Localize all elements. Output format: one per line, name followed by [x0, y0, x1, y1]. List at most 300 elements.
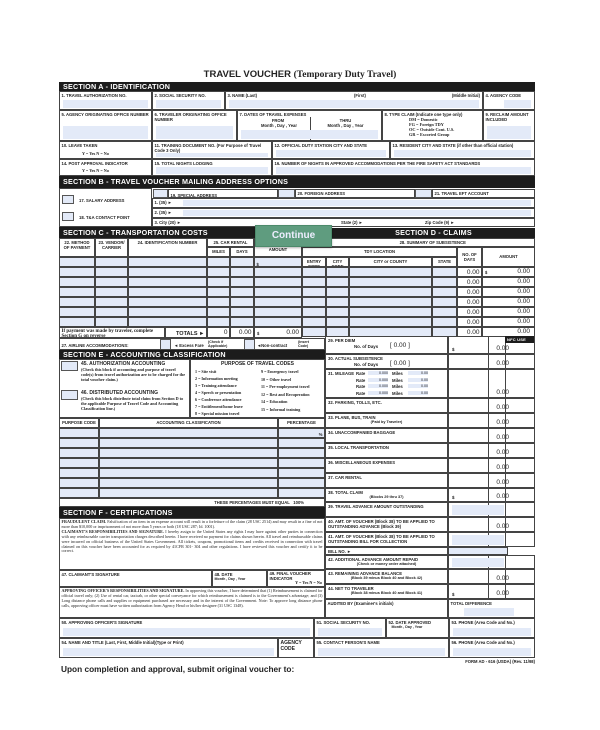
rate-value[interactable]: 0.000	[368, 391, 388, 395]
claim-line-amount[interactable]	[448, 555, 535, 569]
transport-cell[interactable]	[254, 267, 302, 277]
accounting-options: 45. AUTHORIZATION ACCOUNTING (Check this block if accounting and purpose of travel code(s) from travel authorization are to be charged for the total voucher claim.) 46. DISTRIBUTED ACCOUNTING (Check this block distribute total claim from Section D to the applicable Purpose of Travel Code and Accounting Classification line.)	[59, 359, 190, 418]
final-voucher-indicator[interactable]: 49. FINAL VOUCHER INDICATOR Y = Yes N = No	[267, 570, 325, 587]
special-address-label: 19. SPECIAL ADDRESS	[168, 189, 278, 198]
transport-cell[interactable]	[207, 317, 230, 327]
col-accounting-classification: ACCOUNTING CLASSIFICATION	[99, 418, 278, 428]
transport-cell[interactable]	[230, 307, 254, 317]
subsistence-cell[interactable]	[326, 277, 349, 287]
subsistence-amount-value: 0.00	[517, 278, 530, 286]
rate-label: Rate	[356, 371, 366, 376]
no-of-days-value: 0.00	[457, 317, 482, 327]
transport-cell[interactable]	[230, 257, 254, 267]
claim-line-title: 36. MISCELLANEOUS EXPENSES	[328, 460, 396, 465]
transport-cell[interactable]	[254, 297, 302, 307]
claim-line-label	[325, 428, 448, 443]
purpose-code-item: 1 = Site visit	[195, 369, 217, 374]
accounting-cell[interactable]	[99, 448, 278, 458]
agency-office-number-field[interactable]: 5. AGENCY ORIGINATING OFFICE NUMBER	[59, 110, 152, 141]
mailing-options-left: 17. SALARY ADDRESS 18. T&A CONTACT POINT	[59, 188, 152, 227]
subsistence-amount-value: 0.00	[517, 288, 530, 296]
agency-code-field[interactable]: 4. AGENCY CODE	[483, 91, 535, 110]
rate-value[interactable]: 0.000	[368, 378, 388, 382]
subsistence-cell[interactable]	[432, 297, 457, 307]
claim-line-amount	[448, 443, 535, 458]
transport-cell[interactable]	[254, 307, 302, 317]
claim-line	[325, 555, 535, 569]
subsistence-amount	[482, 307, 535, 317]
subsistence-cell[interactable]	[349, 277, 432, 287]
subsistence-cell[interactable]	[349, 307, 432, 317]
transport-cell[interactable]	[95, 317, 128, 327]
claim-amount-value: 0.00	[496, 449, 509, 456]
foreign-address-checkbox[interactable]	[278, 189, 295, 198]
col-city-code: CITY CODE	[326, 257, 349, 267]
col-identification-number: 24. IDENTIFICATION NUMBER	[128, 238, 207, 257]
transport-cell[interactable]	[95, 307, 128, 317]
section-f-header: SECTION F - CERTIFICATIONS	[59, 507, 325, 518]
approved-nights-field[interactable]: 16. NUMBER OF NIGHTS IN APPROVED ACCOMMODATIONS PER THE FIRE SAFETY ACT STANDARDS	[272, 159, 535, 176]
transport-cell[interactable]	[230, 287, 254, 297]
subsistence-amount	[482, 317, 535, 327]
form-number: FORM AD - 616 (USDA) (Rev. 11/98)	[465, 659, 535, 664]
section-d-header: SECTION D - CLAIMS	[332, 228, 535, 238]
accounting-cell[interactable]	[59, 458, 99, 468]
subsistence-cell[interactable]	[432, 317, 457, 327]
transport-cell[interactable]	[95, 257, 128, 267]
no-of-days-value: 0.00	[457, 277, 482, 287]
claim-amount-value: 0.00	[496, 360, 509, 367]
claim-line-label	[325, 354, 448, 369]
total-miles: 0	[207, 327, 230, 338]
special-address-checkbox[interactable]	[153, 189, 168, 198]
purpose-code-item: 10 = Other travel	[261, 376, 292, 382]
claim-amount-value: 0.00	[496, 419, 509, 426]
approver-ssn-field[interactable]: 51. SOCIAL SECURITY NO.	[314, 618, 386, 638]
purpose-code-item: 8 = Special mission travel	[195, 411, 240, 416]
claim-line-title: 40. AMT. OF VOUCHER (Block 38) TO BE APPLIED TO OUTSTANDING ADVANCE (Block 39)	[328, 519, 435, 529]
claim-date-field[interactable]: 48. DATE Month , Day , Year	[212, 570, 267, 587]
subsistence-cell[interactable]	[349, 287, 432, 297]
claim-amount-value: 0.00	[496, 389, 509, 396]
nfc-use-label: NFC USE	[505, 336, 534, 343]
transport-cell[interactable]	[230, 277, 254, 287]
accounting-cell[interactable]	[99, 438, 278, 448]
miles-value[interactable]: 0.00	[408, 371, 428, 375]
transport-cell[interactable]	[95, 287, 128, 297]
training-document-field[interactable]: 11. TRAINING DOCUMENT NO. (For Purpose of Travel Code 3 Only)	[152, 141, 272, 159]
subsistence-cell[interactable]	[302, 297, 326, 307]
transport-cell[interactable]	[59, 317, 95, 327]
purpose-code-item: 9 = Emergency travel	[261, 369, 299, 374]
type-claim-field[interactable]: 8. TYPE CLAIM (Indicate one type only) DM = Domestic FG = Foreign TDY OC = Outside Cont. U.S. GR = Escorted Group	[382, 110, 483, 141]
subsistence-cell[interactable]	[302, 277, 326, 287]
approving-officer-signature-field[interactable]: 50. APPROVING OFFICER'S SIGNATURE	[59, 618, 314, 638]
subsistence-cell[interactable]	[432, 267, 457, 277]
amount-input[interactable]	[452, 535, 504, 545]
form-title: TRAVEL VOUCHER (Temporary Duty Travel)	[203, 69, 397, 80]
claim-line-sub: No. of Days	[354, 362, 379, 367]
col-vendor-carrier: 23. VENDOR/ CARRIER	[95, 238, 128, 257]
travel-authorization-field[interactable]: 1. TRAVEL AUTHORIZATION NO.	[59, 91, 152, 110]
purpose-code-item: 11 = Pre-employment travel	[261, 384, 310, 390]
claim-amount-value: 0.00	[496, 523, 509, 530]
claim-line-amount	[448, 584, 535, 599]
leave-taken-field[interactable]: 10. LEAVE TAKEN Y = Yes N = No	[59, 141, 152, 159]
rate-value[interactable]: 0.000	[368, 384, 388, 388]
salary-address-checkbox[interactable]	[62, 195, 74, 204]
section-g-note: If payment was made by traveler, complete Section G on reverse	[59, 327, 165, 338]
amount-input[interactable]	[452, 505, 504, 515]
subsistence-cell[interactable]	[349, 297, 432, 307]
section-a-header: SECTION A - IDENTIFICATION	[59, 82, 535, 91]
total-amount: $ 0.00	[254, 327, 302, 338]
accounting-cell[interactable]	[59, 448, 99, 458]
claim-line-title: 41. AMT. OF VOUCHER (Block 38) TO BE APPLIED TO OUTSTANDING BILL FOR COLLECTION	[328, 534, 435, 544]
no-of-days-value: 0.00	[457, 327, 482, 337]
transport-cell[interactable]	[59, 257, 95, 267]
claim-amount-value: 0.00	[496, 404, 509, 411]
accounting-cell[interactable]	[278, 438, 325, 448]
transport-cell[interactable]	[128, 307, 207, 317]
claim-line-label	[325, 555, 448, 569]
total-difference-field[interactable]: TOTAL DIFFERENCE	[448, 599, 535, 618]
accounting-cell[interactable]	[99, 458, 278, 468]
ssn-field[interactable]: 2. SOCIAL SECURITY NO.	[152, 91, 225, 110]
non-contract-checkbox[interactable]	[244, 339, 255, 350]
rate-label: Rate	[356, 390, 366, 396]
purpose-code-item: 3 = Training attendance	[195, 383, 237, 388]
purpose-code-item: 7 = Entitlement/home leave	[195, 404, 243, 409]
claim-line-amount	[448, 488, 535, 502]
totals-label: TOTALS ►	[165, 327, 207, 338]
transport-cell[interactable]	[207, 297, 230, 307]
col-percentage: PERCENTAGE	[278, 418, 325, 428]
rate-label: Rate	[356, 384, 366, 389]
claim-line-label	[325, 532, 448, 547]
claim-line-title: 34. UNACCOMPANIED BAGGAGE	[328, 430, 396, 435]
purpose-code-item: 12 = Rest and Recuperation	[261, 391, 310, 397]
accounting-cell[interactable]	[59, 488, 99, 498]
subsistence-cell[interactable]	[302, 307, 326, 317]
miles-label: Miles	[392, 377, 403, 383]
subsistence-amount-value: 0.00	[517, 298, 530, 306]
claim-line-amount	[448, 369, 535, 398]
claimant-signature-field[interactable]: 47. CLAIMANT'S SIGNATURE	[59, 570, 212, 587]
claim-line	[325, 488, 535, 502]
transport-cell[interactable]	[207, 277, 230, 287]
purpose-code-item: 4 = Speech or presentation	[195, 390, 242, 395]
accounting-cell[interactable]	[278, 448, 325, 458]
contact-phone-field[interactable]: 56. PHONE (Area Code and No.)	[449, 638, 535, 658]
claim-amount-value: 0.00	[496, 493, 509, 500]
subsistence-cell[interactable]	[432, 287, 457, 297]
name-field[interactable]: 3. NAME (Last) (First) (Middle Initial)	[225, 91, 483, 110]
subsistence-cell[interactable]	[302, 287, 326, 297]
dollar-sign: $	[452, 495, 455, 500]
claim-line	[325, 398, 535, 413]
claim-line-label	[325, 336, 448, 354]
subsistence-amount	[482, 297, 535, 307]
subsistence-cell[interactable]	[302, 327, 326, 337]
claim-line-sub: No. of Days	[354, 344, 379, 349]
post-approval-field[interactable]: 14. POST APPROVAL INDICATOR Y = Yes N = No	[59, 159, 152, 176]
claim-line	[325, 569, 535, 584]
rate-value[interactable]: 0.000	[368, 371, 388, 375]
address-line-1[interactable]: 1. (35) ►	[152, 198, 535, 208]
transport-cell[interactable]: $	[254, 257, 302, 267]
transport-cell[interactable]	[254, 277, 302, 287]
claim-line-amount	[448, 569, 535, 584]
accounting-cell[interactable]	[59, 468, 99, 478]
claim-line-label	[325, 488, 448, 502]
claim-line-amount	[448, 428, 535, 443]
subsistence-cell[interactable]	[326, 287, 349, 297]
no-of-days-value: 0.00	[457, 307, 482, 317]
percentages-must-equal: THESE PERCENTAGES MUST EQUAL 100%	[59, 498, 325, 507]
address-city-state-zip[interactable]: 3. City (20) ► State (2) ► Zip Code (9) ►	[152, 218, 535, 227]
accounting-cell[interactable]	[278, 468, 325, 478]
dollar-sign: $	[452, 592, 455, 597]
claim-amount-value: 0.00	[496, 590, 509, 597]
transport-cell[interactable]	[59, 287, 95, 297]
date-approved-field[interactable]: 52. DATE APPROVED Month , Day , Year	[386, 618, 449, 638]
col-no-of-days: NO. OF DAYS	[457, 247, 482, 267]
claim-line-title: 33. PLANE, BUS, TRAIN	[328, 415, 376, 420]
purpose-of-travel-codes: PURPOSE OF TRAVEL CODES 1 = Site visit 2 = Information meeting 3 = Training attendance 4 = Speech or presentation 6 = Conference attendance 7 = Entitlement/home leave 8 = Special mission travel 9 = Emergency travel 10 = Other travel 11 = Pre-employment travel 12 = Rest and Recuperation 14 = Education 15 = Informal training	[190, 359, 325, 418]
claim-line-label	[325, 413, 448, 428]
transport-cell[interactable]	[128, 267, 207, 277]
claim-line-title: 43. REMAINING ADVANCE BALANCE	[328, 571, 402, 576]
claim-line-amount	[448, 458, 535, 473]
section-c-header: SECTION C - TRANSPORTATION COSTS	[59, 227, 255, 238]
claim-line-title: 32. PARKING, TOLLS, ETC.	[328, 400, 382, 405]
transport-cell[interactable]	[207, 307, 230, 317]
claim-line	[325, 458, 535, 473]
dollar-sign: $	[452, 347, 455, 352]
miles-label: Miles	[392, 384, 403, 389]
claim-line-sub: (Blocks 29 thru 37)	[369, 495, 404, 499]
no-of-days-value: 0.00	[457, 287, 482, 297]
claim-line-title: 39. TRAVEL ADVANCE AMOUNT OUTSTANDING	[328, 504, 424, 509]
subsistence-cell[interactable]	[326, 307, 349, 317]
total-nights-field[interactable]: 15. TOTAL NIGHTS LODGING	[152, 159, 272, 176]
claim-line	[325, 473, 535, 488]
claim-line-amount	[448, 413, 535, 428]
claim-line-sub: (Paid by Traveler)	[370, 420, 403, 424]
approving-officer-text: APPROVING OFFICER'S RESPONSIBILITIES AND SIGNATURE. In approving this voucher, I have determined that (1) Reimbursement is claimed for official travel only; (2) Use of rental car, taxicab, or other special conveyance for which reimbursement is claimed is to the Government's advantage; and (3) Long distance phone calls and supplies or equipment purchased are necessary and in the interest of the Government. Note: To approve long distance phone calls, approving officer must have written authorization from Agency Head or his/her designee (31 USC 1348).	[59, 587, 325, 618]
accounting-cell[interactable]	[59, 478, 99, 488]
col-amount: AMOUNT	[254, 238, 302, 257]
claim-amount-value: 0.00	[496, 464, 509, 471]
claim-line-label	[325, 443, 448, 458]
certification-text: FRAUDULENT CLAIM. Falsification of an item in an expense account will result in a forfeiture of the claim (28 USC 2514) and may result in a fine of not more than $10,000 or imprisonment of not more than 5 years or both (18 USC 287; Id. 1001). CLAIMANT'S RESPONSIBILITIES AND SIGNATURE. I hereby assign to the United States any rights I may have against other parties in connection with any reimbursable carrier transportation charges described herein. I have received no payment for claims shown herein. All travel and reimbursable claims were incurred on official business of the United States Government. All tickets, coupons, promotional items and credits received in connection with travel claimed on this voucher have been accounted for as required by 41CFR 301- 304 and other regulations. I have reviewed this voucher and certify it to be correct.	[59, 518, 325, 570]
accounting-cell[interactable]	[278, 488, 325, 498]
claim-line-title: 31. MILEAGE	[328, 371, 355, 376]
col-claim-amount: AMOUNT	[482, 247, 535, 267]
transport-cell[interactable]	[254, 317, 302, 327]
reclaim-amount-field[interactable]: 9. RECLAIM AMOUNT INCLUDED	[483, 110, 535, 141]
subsistence-cell[interactable]	[326, 297, 349, 307]
subsistence-cell[interactable]	[349, 317, 432, 327]
transport-cell[interactable]	[207, 257, 230, 267]
claim-line-label	[325, 369, 448, 398]
claim-amount-value: 0.00	[496, 345, 509, 352]
tdy-location-label: TDY LOCATION	[302, 247, 457, 257]
claim-line-title: 38. TOTAL CLAIM	[328, 490, 363, 495]
claim-line	[325, 428, 535, 443]
claim-line-title: 30. ACTUAL SUBSISTENCE	[328, 356, 383, 361]
claim-line-amount	[448, 398, 535, 413]
col-car-rental: 25. CAR RENTAL	[207, 238, 254, 247]
subsistence-cell[interactable]	[326, 317, 349, 327]
transport-cell[interactable]	[128, 277, 207, 287]
col-city-county: CITY or COUNTY	[349, 257, 432, 267]
tick	[505, 556, 506, 568]
subsistence-amount	[482, 267, 535, 277]
transport-cell[interactable]	[59, 277, 95, 287]
foreign-address-label: 20. FOREIGN ADDRESS	[295, 189, 415, 198]
excess-fare-checkbox[interactable]	[160, 339, 171, 350]
claim-line-title: 29. PER DIEM	[328, 338, 356, 343]
audited-by-field[interactable]: AUDITED BY (Examiner's initials)	[325, 599, 448, 618]
approver-agency-code-field[interactable]: AGENCY CODE	[278, 638, 314, 658]
resident-city-field[interactable]: 13. RESIDENT CITY AND STATE (if other than official station)	[390, 141, 535, 159]
subsistence-cell[interactable]	[302, 267, 326, 277]
transport-cell[interactable]	[128, 287, 207, 297]
claim-line-title: 44. NET TO TRAVELER	[328, 586, 374, 591]
transport-cell[interactable]	[230, 297, 254, 307]
accounting-cell[interactable]	[99, 468, 278, 478]
transport-cell[interactable]	[59, 267, 95, 277]
subsistence-cell[interactable]	[432, 277, 457, 287]
no-of-days-value: 0.00	[457, 267, 482, 277]
accounting-cell[interactable]	[278, 478, 325, 488]
claim-line-title: 42. ADDITIONAL ADVANCE AMOUNT REPAID	[328, 557, 419, 562]
transport-cell[interactable]	[207, 267, 230, 277]
claim-line-sub: (Block 39 minus Block 40 and Block 42)	[350, 576, 423, 580]
claim-line	[325, 517, 535, 532]
claim-line-label	[325, 473, 448, 488]
claim-amount-value: 0.00	[496, 434, 509, 441]
dollar-sign: $	[485, 269, 488, 275]
purpose-code-item: 14 = Education	[261, 399, 288, 405]
rate-label: Rate	[356, 377, 366, 383]
tick	[505, 503, 506, 516]
claim-line	[325, 584, 535, 599]
travel-dates-field[interactable]: 7. DATES OF TRAVEL EXPENSES FROM Month , Day , Year THRU Month , Day , Year	[237, 110, 382, 141]
claim-line-amount[interactable]	[448, 502, 535, 517]
continue-button[interactable]: Continue	[255, 225, 332, 247]
claim-line	[325, 336, 535, 354]
approver-phone-field[interactable]: 53. PHONE (Area Code and No.)	[449, 618, 535, 638]
accounting-cell[interactable]	[278, 458, 325, 468]
accounting-cell[interactable]	[99, 428, 278, 438]
subsistence-cell[interactable]	[326, 267, 349, 277]
subsistence-amount	[482, 287, 535, 297]
amount-input[interactable]	[452, 558, 504, 567]
transport-cell[interactable]	[59, 297, 95, 307]
miles-value[interactable]: 0.00	[408, 378, 428, 382]
eft-account-checkbox[interactable]	[415, 189, 432, 198]
miles-label: Miles	[392, 390, 403, 396]
authorization-accounting-checkbox[interactable]	[61, 361, 78, 371]
claim-line-amount	[448, 473, 535, 488]
transport-cell[interactable]	[128, 317, 207, 327]
subsistence-cell[interactable]	[432, 307, 457, 317]
claim-line-title: 37. CAR RENTAL	[328, 475, 362, 480]
tick	[505, 533, 506, 546]
claim-line	[325, 354, 535, 369]
distributed-accounting-checkbox[interactable]	[61, 390, 78, 400]
days-value[interactable]: [ 0.00 ]	[390, 360, 410, 367]
transport-cell[interactable]	[59, 307, 95, 317]
miles-label: Miles	[392, 371, 403, 376]
miles-value[interactable]: 0.00	[408, 391, 428, 395]
airline-accommodations-row: 27. AIRLINE ACCOMMODATIONS: ◄ Excess Fare (Check if Applicable) ◄Non-contract (Insert Code)	[59, 338, 325, 350]
transport-cell[interactable]	[207, 287, 230, 297]
accounting-cell[interactable]	[99, 488, 278, 498]
accounting-cell[interactable]	[59, 438, 99, 448]
transport-cell[interactable]	[95, 267, 128, 277]
transport-cell[interactable]	[95, 277, 128, 287]
claim-line-amount	[448, 354, 535, 369]
claim-line-label	[325, 584, 448, 599]
subsistence-amount	[482, 277, 535, 287]
purpose-code-item: 6 = Conference attendance	[195, 397, 242, 402]
subsistence-cell[interactable]	[349, 267, 432, 277]
name-and-title-field[interactable]: 54. NAME AND TITLE (Last, First, Middle Initial)(Type or Print)	[59, 638, 278, 658]
purpose-code-item: 2 = Information meeting	[195, 376, 238, 381]
claim-amount-value: 0.00	[496, 575, 509, 582]
col-method-of-payment: 22. METHOD OF PAYMENT	[59, 238, 95, 257]
claim-line	[325, 547, 535, 555]
subsistence-cell[interactable]	[302, 317, 326, 327]
accounting-cell[interactable]	[99, 478, 278, 488]
claim-line-label	[325, 569, 448, 584]
claim-line-amount	[448, 517, 535, 532]
address-line-2[interactable]: 2. (35) ►	[152, 208, 535, 218]
claim-line-amount[interactable]	[448, 532, 535, 547]
claim-line	[325, 413, 535, 428]
section-b-header: SECTION B - TRAVEL VOUCHER MAILING ADDRESS OPTIONS	[59, 176, 535, 188]
transport-cell[interactable]	[230, 317, 254, 327]
claim-line-label	[325, 502, 448, 517]
duty-station-field[interactable]: 12. OFFICIAL DUTY STATION CITY AND STATE	[272, 141, 390, 159]
summary-subsistence-label: 28. SUMMARY OF SUBSISTENCE	[302, 238, 535, 247]
claim-line-label	[325, 398, 448, 413]
transport-cell[interactable]	[230, 267, 254, 277]
ta-contact-checkbox[interactable]	[62, 212, 74, 221]
claim-amount-value: 0.00	[496, 479, 509, 486]
traveler-office-number-field[interactable]: 6. TRAVELER ORIGINATING OFFICE NUMBER	[152, 110, 237, 141]
col-purpose-code: PURPOSE CODE	[59, 418, 99, 428]
transport-cell[interactable]	[254, 287, 302, 297]
accounting-cell[interactable]	[59, 428, 99, 438]
claim-line-amount[interactable]	[448, 547, 508, 555]
accounting-cell[interactable]: %	[278, 428, 325, 438]
submission-instruction: Upon completion and approval, submit original voucher to:	[61, 664, 295, 674]
contact-person-field[interactable]: 55. CONTACT PERSON'S NAME	[314, 638, 449, 658]
subsistence-amount-value: 0.00	[517, 318, 530, 326]
transport-cell[interactable]	[128, 257, 207, 267]
col-entry-code: ENTRY CODE	[302, 257, 326, 267]
days-value[interactable]: [ 0.00 ]	[390, 342, 410, 349]
transport-cell[interactable]	[128, 297, 207, 307]
transport-cell[interactable]	[95, 297, 128, 307]
miles-value[interactable]: 0.00	[408, 384, 428, 388]
claim-line-label	[325, 458, 448, 473]
